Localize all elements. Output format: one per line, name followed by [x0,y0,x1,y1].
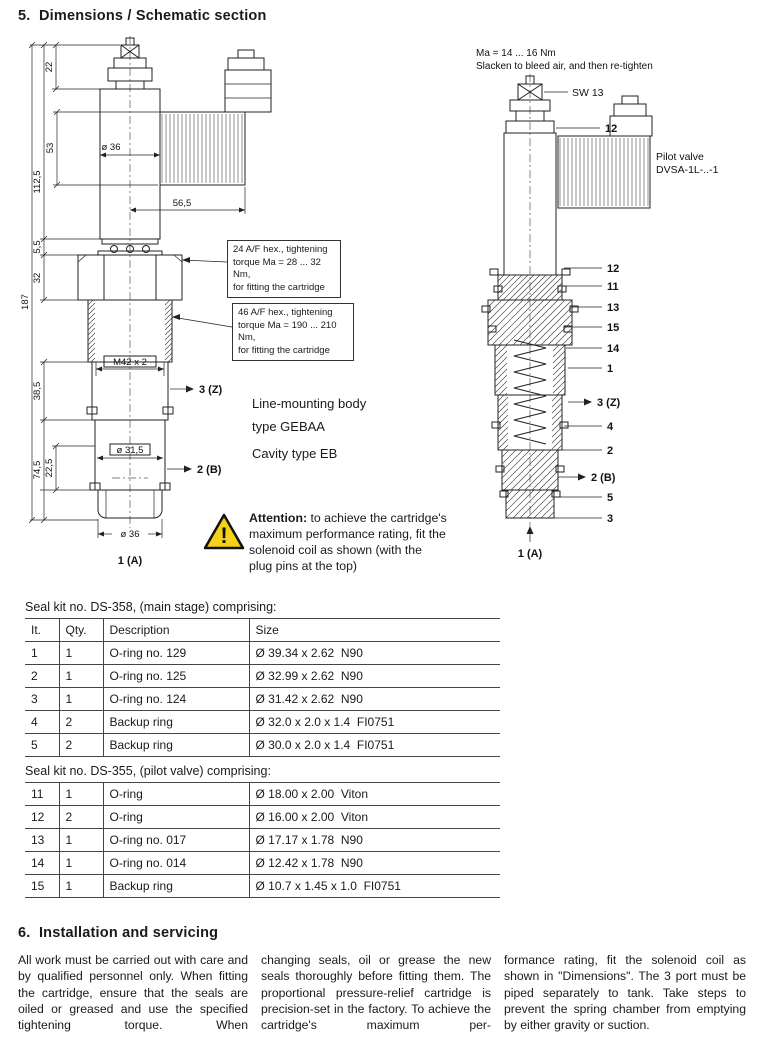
item-label-2: 2 [607,445,614,457]
seal-kit-pilot-rows [25,783,500,898]
item-label-3: 3 [607,513,614,525]
cavity-note: Cavity type EB [252,446,338,461]
table-cell: 2 [59,806,103,829]
attention-note [249,510,447,574]
attention-text: to achieve the cartridge's maximum performance rating, fit the solenoid coil as shown (with the plug pins at the top) [249,511,447,573]
table-cell: 5 [25,734,59,757]
dim-label-22: 22 [44,61,55,73]
table-cell: Ø 10.7 x 1.45 x 1.0 FI0751 [249,875,500,898]
callout-line: torque Ma = 28 ... 32 Nm, [233,256,321,280]
table-cell: O-ring no. 017 [103,829,249,852]
section-6-title: 6. Installation and servicing [18,925,219,941]
item-label-12-top: 12 [605,123,618,135]
pilot-coil [558,96,652,208]
table-cell: 13 [25,829,59,852]
table-header-row [25,619,500,642]
cross-section-drawing [440,40,763,570]
table-cell: 2 [59,711,103,734]
torque-note-line1: Ma = 14 ... 16 Nm [476,48,556,59]
table-cell: O-ring [103,783,249,806]
table-cell: 2 [59,734,103,757]
table-cell: Ø 16.00 x 2.00 Viton [249,806,500,829]
note-line: type GEBAA [252,419,325,434]
seal-kit-main-title: Seal kit no. DS-358, (main stage) comprising: [25,600,277,614]
table-cell: 1 [25,642,59,665]
main-valve-drawing [0,32,460,584]
warning-triangle-icon [202,512,246,552]
table-cell: Ø 30.0 x 2.0 x 1.4 FI0751 [249,734,500,757]
dim-label-187: 187 [20,294,31,310]
table-cell: 1 [59,642,103,665]
seal-kit-pilot-table [25,782,500,898]
table-cell: Backup ring [103,875,249,898]
table-cell: Backup ring [103,734,249,757]
port-label-1a: 1 (A) [117,555,143,567]
col-header-size: Size [249,619,500,642]
port-label-3z-section: 3 (Z) [597,397,621,409]
port-label-2b-section: 2 (B) [591,472,616,484]
dia-label-36-bottom: ø 36 [120,529,140,540]
callout-line: for fitting the cartridge [233,281,325,293]
table-row [25,711,500,734]
port-label-1a-section: 1 (A) [517,548,543,560]
port2-arrow [167,466,192,473]
table-cell: Ø 12.42 x 1.78 N90 [249,852,500,875]
seal-kit-pilot-title: Seal kit no. DS-355, (pilot valve) comprising: [25,764,271,778]
dim-label-5-5: 5,5 [32,240,43,254]
table-row [25,783,500,806]
col-header-it: It. [25,619,59,642]
port3-arrow [170,386,194,393]
line-mounting-note [252,392,366,438]
dia-label-36-top: ø 36 [101,142,121,153]
table-cell: 1 [59,875,103,898]
table-cell: 2 [25,665,59,688]
item-label-14: 14 [607,343,620,355]
table-cell: 1 [59,688,103,711]
table-cell: Ø 31.42 x 2.62 N90 [249,688,500,711]
callout-24af-hex [227,240,341,298]
item-label-4: 4 [607,421,614,433]
item-leader-lines [530,268,602,542]
dim-label-53: 53 [45,142,56,154]
table-row [25,734,500,757]
callout-line: torque Ma = 190 ... 210 Nm, [238,319,337,343]
table-cell: Ø 39.34 x 2.62 N90 [249,642,500,665]
table-cell: 15 [25,875,59,898]
table-cell: 4 [25,711,59,734]
table-cell: Ø 32.99 x 2.62 N90 [249,665,500,688]
callout-line: 46 A/F hex., tightening [238,307,333,318]
svg-text:!: ! [220,523,228,548]
bleed-valve-symbol [518,76,568,100]
table-cell: Ø 18.00 x 2.00 Viton [249,783,500,806]
dim-label-32: 32 [32,272,43,284]
dim-label-74-5: 74,5 [32,460,43,480]
table-cell: 1 [59,829,103,852]
port-label-2b: 2 (B) [197,464,222,476]
table-cell: 1 [59,852,103,875]
col-header-qty: Qty. [59,619,103,642]
table-cell: 1 [59,665,103,688]
pilot-coil-hatching [560,138,648,206]
dim-label-56-5: 56,5 [172,198,192,209]
table-row [25,875,500,898]
torque-note-line2: Slacken to bleed air, and then re-tighten [476,61,653,72]
item-label-15: 15 [607,322,620,334]
item-label-11: 11 [607,281,619,293]
table-cell: O-ring no. 014 [103,852,249,875]
solenoid-coil [160,50,271,185]
attention-label: Attention: [249,511,308,525]
item-label-5: 5 [607,492,614,504]
table-cell: O-ring no. 124 [103,688,249,711]
pilot-valve-label-line1: Pilot valve [656,151,704,163]
seal-kit-main-table [25,618,500,757]
item-label-12: 12 [607,263,620,275]
installation-column-1: All work must be carried out with care and by qualified personnel only. When fitting the cartridge, ensure that the seals are oiled or greased and use the specified tightening torque. When [18,953,248,1033]
table-row [25,642,500,665]
table-cell: Ø 17.17 x 1.78 N90 [249,829,500,852]
table-cell: 1 [59,783,103,806]
table-cell: 11 [25,783,59,806]
coil-hatching [162,114,242,183]
pilot-valve-label-line2: DVSA-1L-..-1 [656,164,719,176]
callout-line: 24 A/F hex., tightening [233,244,328,255]
seal-kit-main-rows [25,642,500,757]
table-row [25,688,500,711]
sw13-label: SW 13 [572,87,604,99]
callout-46af-hex [232,303,354,361]
table-cell: 14 [25,852,59,875]
item-label-13: 13 [607,302,620,314]
installation-column-3: formance rating, fit the solenoid coil as shown in "Dimensions". The 3 port must be piped separately to tank. Take steps to prevent the spring chamber from emptying by either gravity or suction. [504,953,746,1033]
thread-label-m42: M42 x 2 [113,357,147,368]
dim-label-38-5: 38,5 [32,381,43,401]
dim-label-22-5: 22,5 [44,458,55,478]
table-cell: O-ring no. 125 [103,665,249,688]
dia-label-31-5: ø 31,5 [116,445,144,456]
port-label-3z: 3 (Z) [199,384,223,396]
table-cell: O-ring no. 129 [103,642,249,665]
item-label-1: 1 [607,363,614,375]
table-cell: Ø 32.0 x 2.0 x 1.4 FI0751 [249,711,500,734]
table-row [25,829,500,852]
col-header-description: Description [103,619,249,642]
note-line: Line-mounting body [252,396,367,411]
table-cell: O-ring [103,806,249,829]
table-row [25,665,500,688]
table-row [25,806,500,829]
table-cell: 3 [25,688,59,711]
callout-leader-lines [172,257,232,327]
installation-column-2: changing seals, oil or grease the new seals thoroughly before fitting them. The proportional pressure-relief cartridge is precision-set in the factory. To achieve the cartridge's maximum per- [261,953,491,1033]
callout-line: for fitting the cartridge [238,344,330,356]
dim-label-112-5: 112,5 [32,170,43,194]
table-cell: Backup ring [103,711,249,734]
table-cell: 12 [25,806,59,829]
section-5-title: 5. Dimensions / Schematic section [18,8,267,24]
table-row [25,852,500,875]
